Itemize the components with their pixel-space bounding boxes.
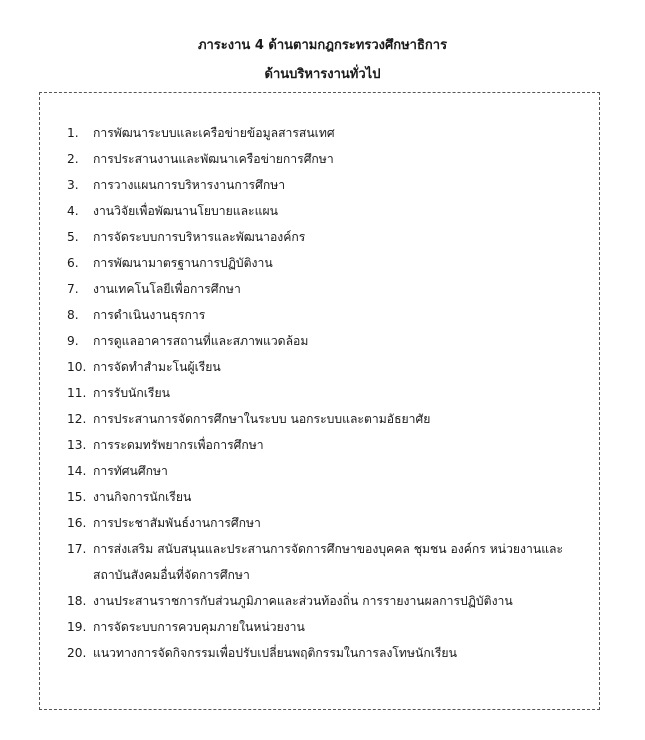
- list-item: [67, 640, 587, 666]
- list-item: [67, 328, 587, 354]
- list-item: [67, 614, 587, 640]
- list-item-line: การประสานการจัดการศึกษาในระบบ นอกระบบและตามอัธยาศัย: [93, 412, 431, 426]
- list-item-line: การพัฒนามาตรฐานการปฏิบัติงาน: [93, 256, 273, 270]
- list-item-line: แนวทางการจัดกิจกรรมเพื่อปรับเปลี่ยนพฤติกรรมในการลงโทษนักเรียน: [93, 646, 457, 660]
- list-item: [67, 458, 587, 484]
- list-item-number: 2.: [67, 152, 79, 166]
- list-item-line: การวางแผนการบริหารงานการศึกษา: [93, 178, 286, 192]
- list-item: [67, 276, 587, 302]
- list-item-line: งานกิจการนักเรียน: [93, 490, 192, 504]
- list-item-number: 5.: [67, 230, 79, 244]
- list-item-line: การระดมทรัพยากรเพื่อการศึกษา: [93, 438, 264, 452]
- list-item: [67, 380, 587, 406]
- list-item: [67, 588, 587, 614]
- list-item-line: การส่งเสริม สนับสนุนและประสานการจัดการศึกษาของบุคคล ชุมชน องค์กร หน่วยงานและ: [93, 542, 564, 556]
- list-item-text: [93, 276, 587, 302]
- list-item-text: [93, 432, 587, 458]
- list-item-number: 11.: [67, 386, 87, 400]
- list-item: [67, 536, 587, 588]
- list-item-number: 9.: [67, 334, 79, 348]
- list-item-text: [93, 614, 587, 640]
- page-subtitle: ด้านบริหารงานทั่วไป: [264, 67, 381, 82]
- list-item-text: [93, 302, 587, 328]
- list-item-text: [93, 146, 587, 172]
- list-item: [67, 302, 587, 328]
- list-item-number: 14.: [67, 464, 87, 478]
- list-item-line: การจัดระบบการควบคุมภายในหน่วยงาน: [93, 620, 305, 634]
- list-item-line: สถาบันสังคมอื่นที่จัดการศึกษา: [93, 568, 250, 582]
- list-item-text: [93, 198, 587, 224]
- list-item: [67, 198, 587, 224]
- list-item: [67, 172, 587, 198]
- list-item: [67, 224, 587, 250]
- list-item: [67, 146, 587, 172]
- list-item-line: งานประสานราชการกับส่วนภูมิภาคและส่วนท้องถิ่น การรายงานผลการปฏิบัติงาน: [93, 594, 513, 608]
- list-item-line: การรับนักเรียน: [93, 386, 170, 400]
- list-item-line: การจัดระบบการบริหารและพัฒนาองค์กร: [93, 230, 306, 244]
- list-item-number: 16.: [67, 516, 87, 530]
- list-item-text: [93, 354, 587, 380]
- list-item: [67, 354, 587, 380]
- list-item-text: [93, 484, 587, 510]
- list-item-number: 19.: [67, 620, 87, 634]
- list-item-line: การทัศนศึกษา: [93, 464, 168, 478]
- list-item-text: [93, 224, 587, 250]
- list-item: [67, 250, 587, 276]
- list-item-text: [93, 120, 587, 146]
- list-item-number: 1.: [67, 126, 79, 140]
- list-item-line: การดำเนินงานธุรการ: [93, 308, 206, 322]
- list-item-text: [93, 250, 587, 276]
- list-item-number: 13.: [67, 438, 87, 452]
- list-item-line: งานเทคโนโลยีเพื่อการศึกษา: [93, 282, 241, 296]
- list-item-text: [93, 458, 587, 484]
- list-item: [67, 510, 587, 536]
- list-item-text: [93, 510, 587, 536]
- list-item-number: 18.: [67, 594, 87, 608]
- list-item-number: 20.: [67, 646, 87, 660]
- list-item-line: งานวิจัยเพื่อพัฒนานโยบายและแผน: [93, 204, 278, 218]
- list-item-number: 15.: [67, 490, 87, 504]
- list-item-text: [93, 640, 587, 666]
- list-item-line: การดูแลอาคารสถานที่และสภาพแวดล้อม: [93, 334, 309, 348]
- list-item-text: [93, 536, 587, 588]
- list-item-number: 7.: [67, 282, 79, 296]
- list-item-number: 12.: [67, 412, 87, 426]
- list-item: [67, 406, 587, 432]
- list-item-text: [93, 588, 587, 614]
- list-item-number: 10.: [67, 360, 87, 374]
- list-item-number: 4.: [67, 204, 79, 218]
- list-item-line: การจัดทำสำมะโนผู้เรียน: [93, 360, 221, 374]
- list-item: [67, 120, 587, 146]
- list-item-line: การประชาสัมพันธ์งานการศึกษา: [93, 516, 261, 530]
- list-item-text: [93, 406, 587, 432]
- list-item-text: [93, 328, 587, 354]
- page-title: ภาระงาน 4 ด้านตามกฎกระทรวงศึกษาธิการ: [197, 38, 448, 53]
- list-item-line: การพัฒนาระบบและเครือข่ายข้อมูลสารสนเทศ: [93, 126, 335, 140]
- list-item-number: 17.: [67, 542, 87, 556]
- list-item-number: 6.: [67, 256, 79, 270]
- list-item-text: [93, 380, 587, 406]
- list-item-number: 3.: [67, 178, 79, 192]
- list-item-line: การประสานงานและพัฒนาเครือข่ายการศึกษา: [93, 152, 334, 166]
- list-item: [67, 432, 587, 458]
- task-list: [67, 120, 587, 666]
- list-item-text: [93, 172, 587, 198]
- list-item: [67, 484, 587, 510]
- list-item-number: 8.: [67, 308, 79, 322]
